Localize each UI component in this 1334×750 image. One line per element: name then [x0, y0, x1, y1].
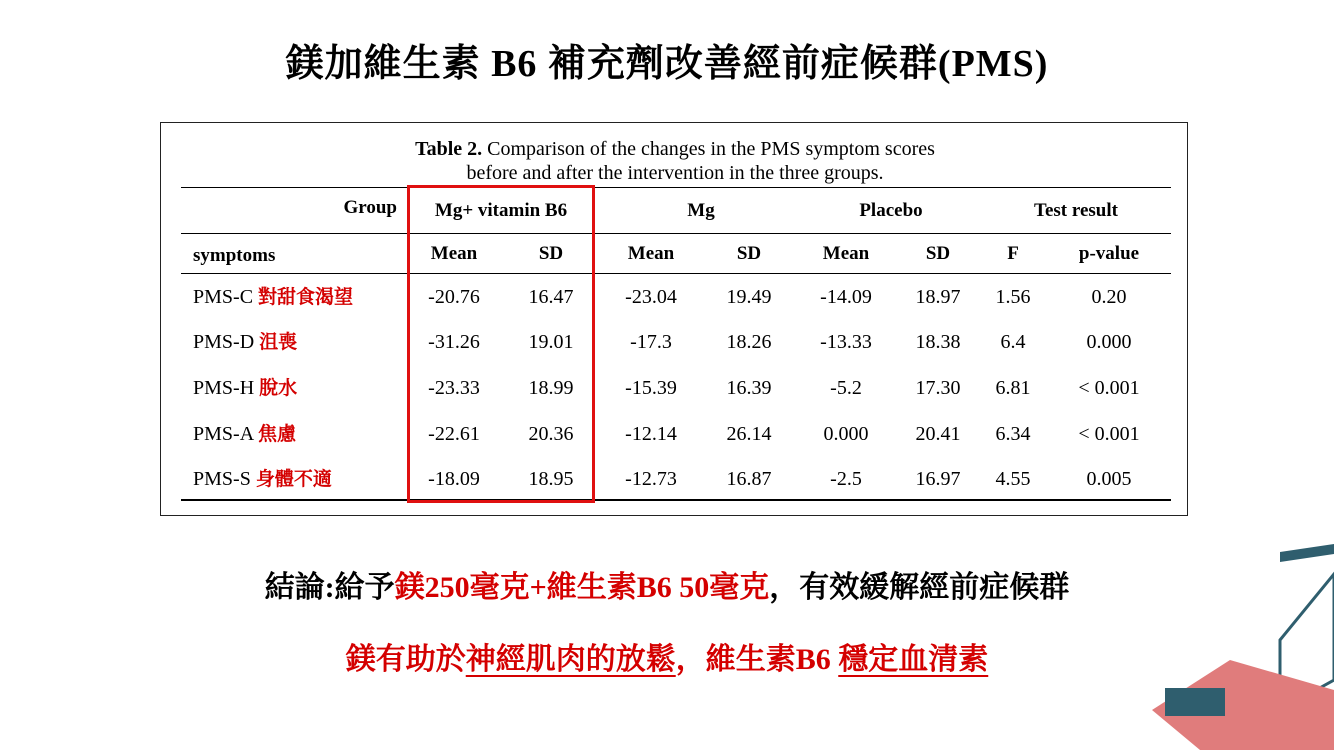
results-table [160, 122, 1188, 516]
symptom-chinese-label: 身體不適 [255, 469, 332, 490]
table-cell: < 0.001 [1078, 423, 1140, 445]
conclusion-prefix: 結論:給予 [264, 571, 395, 604]
subheader-mean: Mean [627, 243, 675, 264]
table-cell: -17.3 [630, 331, 672, 353]
caption-line2: before and after the intervention in the three groups. [466, 162, 884, 184]
slide-title: 鎂加維生素 B6 補充劑改善經前症候群(PMS) [285, 43, 1049, 85]
symptom-code: PMS-D [193, 331, 255, 353]
subheader-mean: Mean [822, 243, 870, 264]
table-cell: < 0.001 [1078, 377, 1140, 399]
corner-decoration [1140, 530, 1334, 750]
group-header-mg-b6: Mg+ vitamin B6 [434, 200, 568, 221]
deco-teal-block [1165, 688, 1225, 716]
table-cell: 0.000 [823, 423, 869, 445]
table-cell: 1.56 [995, 286, 1031, 308]
table-cell: 20.36 [528, 423, 574, 445]
table-cell: 16.87 [726, 468, 772, 490]
conclusion2-serotonin: 穩定血清素 [838, 643, 989, 676]
row-label [193, 421, 296, 448]
caption-label: Table 2. [415, 138, 483, 160]
table-cell: 16.39 [726, 377, 772, 399]
table-cell: 18.95 [528, 468, 574, 490]
table-cell: -12.14 [625, 423, 677, 445]
conclusion-suffix: ，有效緩解經前症候群 [769, 571, 1070, 604]
symptom-chinese-label: 焦慮 [258, 424, 297, 445]
table-cell: 16.97 [915, 468, 961, 490]
table-header-rule [181, 273, 1171, 274]
table-cell: 6.4 [1000, 331, 1026, 353]
table-cell: 0.000 [1086, 331, 1132, 353]
table-cell: 19.01 [528, 331, 574, 353]
conclusion2-part1: 鎂有助於 [345, 643, 466, 676]
symptom-chinese-label: 沮喪 [259, 332, 298, 353]
row-label [193, 375, 297, 402]
table-group-rule [181, 233, 1171, 234]
table-caption [161, 137, 1189, 185]
table-cell: 6.81 [995, 377, 1031, 399]
group-header: Group [343, 197, 397, 218]
table-cell: 16.47 [528, 286, 574, 308]
symptom-code: PMS-H [193, 377, 255, 399]
group-header-placebo: Placebo [859, 200, 923, 221]
symptom-code: PMS-S [193, 468, 251, 490]
row-label [193, 284, 353, 311]
subheader-sd: SD [736, 243, 762, 264]
row-label [193, 466, 332, 493]
table-cell: -2.5 [830, 468, 862, 490]
table-cell: 20.41 [915, 423, 961, 445]
subheader-sd: SD [538, 243, 564, 264]
symptoms-header: symptoms [193, 245, 276, 266]
table-cell: -13.33 [820, 331, 872, 353]
deco-teal-bar [1280, 544, 1334, 562]
table-bottom-rule [181, 499, 1171, 501]
highlight-box [407, 185, 595, 503]
table-cell: 0.005 [1086, 468, 1132, 490]
table-cell: 0.20 [1091, 286, 1127, 308]
table-cell: 18.99 [528, 377, 574, 399]
table-cell: 18.38 [915, 331, 961, 353]
conclusion-line-2 [0, 634, 1334, 678]
table-cell: 6.34 [995, 423, 1031, 445]
group-header-mg: Mg [687, 200, 715, 221]
table-cell: -23.33 [428, 377, 480, 399]
symptom-chinese-label: 對甜食渴望 [258, 287, 354, 308]
table-cell: -15.39 [625, 377, 677, 399]
conclusion2-part3: ，維生素B6 [675, 643, 839, 676]
row-label [193, 329, 297, 356]
subheader-mean: Mean [430, 243, 478, 264]
table-cell: 19.49 [726, 286, 772, 308]
conclusion2-neuromuscular: 神經肌肉的放鬆 [465, 643, 676, 676]
table-cell: -12.73 [625, 468, 677, 490]
conclusion-line-1 [0, 562, 1334, 606]
table-cell: -18.09 [428, 468, 480, 490]
symptom-code: PMS-C [193, 286, 254, 308]
conclusion-dosage: 鎂250毫克+維生素B6 50毫克 [394, 571, 770, 604]
subheader-sd: SD [925, 243, 951, 264]
group-header-test: Test result [1034, 200, 1118, 221]
table-cell: -20.76 [428, 286, 480, 308]
table-cell: -5.2 [830, 377, 862, 399]
subheader-f: F [1007, 243, 1019, 264]
table-cell: -22.61 [428, 423, 480, 445]
table-cell: 4.55 [995, 468, 1031, 490]
symptom-code: PMS-A [193, 423, 254, 445]
table-cell: 18.97 [915, 286, 961, 308]
table-cell: 26.14 [726, 423, 772, 445]
table-cell: -14.09 [820, 286, 872, 308]
table-cell: 17.30 [915, 377, 961, 399]
symptom-chinese-label: 脫水 [259, 378, 298, 399]
table-cell: -31.26 [428, 331, 480, 353]
caption-line1: Comparison of the changes in the PMS symptom scores [482, 138, 935, 160]
table-top-rule [181, 187, 1171, 188]
subheader-p-value: p-value [1078, 243, 1140, 264]
table-cell: -23.04 [625, 286, 677, 308]
table-cell: 18.26 [726, 331, 772, 353]
